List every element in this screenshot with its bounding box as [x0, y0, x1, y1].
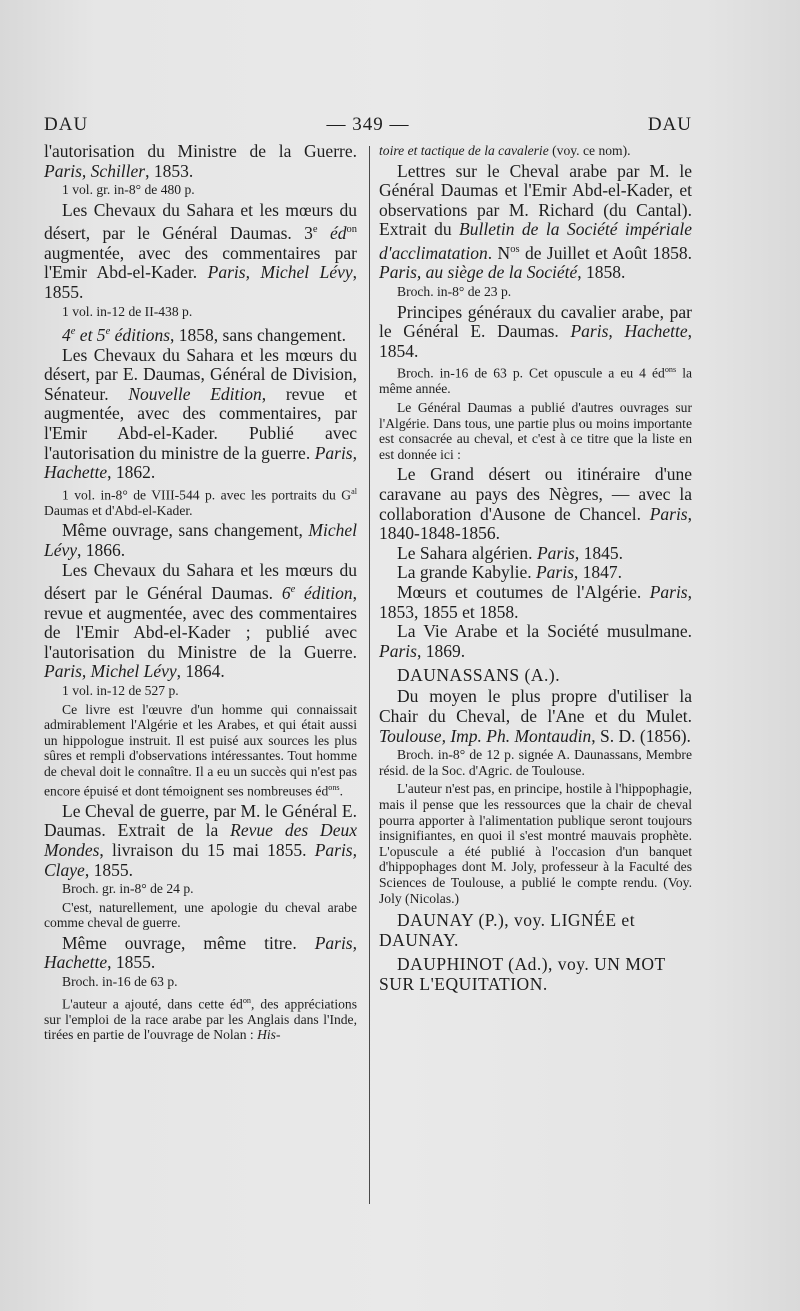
text-run: Même ouvrage, même titre. — [62, 932, 315, 953]
text-run: Les Chevaux du Sahara et les mœurs du désert, par le Général Daumas. 3 — [44, 199, 357, 244]
italic-text: Revue des Deux Mondes — [44, 820, 357, 860]
text-run: , 1847. — [573, 562, 623, 583]
italic-text: éditions — [110, 325, 171, 345]
page-number: — 349 — — [326, 114, 410, 135]
bibliographic-note — [379, 781, 692, 906]
bibliographic-note — [44, 974, 357, 990]
bibliographic-note — [44, 993, 357, 1043]
bibliographic-note — [44, 683, 357, 699]
text-run: Broch. gr. in-8° de 24 p. — [62, 881, 194, 897]
superscript-text: ons — [664, 365, 677, 375]
italic-text: Paris, Hachette — [44, 932, 357, 973]
entry-paragraph — [379, 583, 692, 622]
entry-paragraph — [379, 622, 692, 661]
text-run: 1 vol. in-12 de 527 p. — [62, 683, 179, 699]
text-run: , 1866. — [77, 540, 126, 561]
italic-text: Michel Lévy — [44, 520, 357, 561]
text-run: , revue et augmentée, avec des commentaires, par l'Emir Abd-el-Kader. Publié avec l'autorisation du ministre de la guerre. — [44, 383, 357, 463]
text-run: , 1864. — [176, 661, 225, 682]
italic-text: éd — [329, 223, 347, 244]
italic-text: Paris — [649, 503, 688, 524]
text-run: , 1853. — [145, 160, 194, 181]
text-run: , 1862. — [107, 462, 156, 483]
text-run: DAUPHINOT (Ad.), voy. UN MOT SUR L'EQUITATION. — [379, 954, 666, 995]
text-run: Les Chevaux du Sahara et les mœurs du désert par le Général Daumas. — [44, 559, 357, 604]
text-run: , 1845. — [574, 542, 623, 563]
italic-text: Paris, Schiller — [44, 160, 146, 181]
italic-text: Paris, Hachette — [44, 442, 357, 483]
text-run: Broch. in-16 de 63 p. — [62, 974, 178, 990]
text-run: , des appréciations sur l'emploi de la race arabe par les Anglais dans l'Inde, tirées en partie de l'ouvrage de Nolan : — [44, 996, 357, 1043]
text-run: La grande Kabylie. — [397, 562, 536, 583]
text-run: 1 vol. in-8° de VIII-544 p. avec les portraits du G — [62, 487, 352, 503]
entry-paragraph — [379, 544, 692, 564]
italic-text: édition — [295, 583, 353, 604]
text-run: , 1869. — [416, 640, 466, 661]
italic-text: Paris, Claye — [44, 839, 357, 880]
author-heading — [379, 665, 692, 685]
text-run: (voy. ce nom). — [548, 143, 631, 158]
text-run: Le Grand désert ou itinéraire d'une caravane au pays des Nègres, — avec la collaboration d'Ausone de Chancel. — [379, 464, 692, 524]
text-run: Le Cheval de guerre, par M. le Général E. Daumas. Extrait de la — [44, 800, 357, 841]
bibliographic-note — [44, 484, 357, 519]
italic-text: Paris, Michel Lévy — [44, 661, 177, 682]
italic-text: et 5 — [75, 325, 106, 345]
italic-text: Paris — [379, 640, 417, 661]
bibliographic-note — [44, 702, 357, 799]
text-run: la même année. — [379, 365, 693, 397]
author-heading — [379, 910, 692, 950]
italic-text: Paris — [535, 562, 574, 583]
entry-paragraph — [44, 521, 357, 560]
text-run: l'autorisation du Ministre de la Guerre. — [44, 141, 357, 161]
superscript-text: on — [346, 224, 358, 236]
superscript-text: e — [105, 326, 111, 338]
text-run: , 1855. — [84, 859, 133, 880]
text-run: , livraison du 15 mai 1855. — [99, 839, 315, 860]
bibliographic-note — [44, 881, 357, 897]
text-run: Même ouvrage, sans changement, — [62, 520, 309, 541]
bibliographic-note — [379, 362, 692, 397]
entry-paragraph — [379, 303, 692, 362]
text-run: La Vie Arabe et la Société musulmane. — [397, 621, 692, 642]
entry-paragraph — [44, 201, 357, 303]
text-run — [318, 223, 330, 243]
entry-paragraph — [379, 687, 692, 746]
text-run: , 1855. — [44, 262, 358, 302]
entry-paragraph — [44, 561, 357, 682]
text-run: Lettres sur le Cheval arabe par M. le Général Daumas et l'Emir Abd-el-Kader, et observations par M. Richard (du Cantal). Extrait du — [379, 160, 692, 240]
italic-text: Paris, Michel Lévy — [207, 262, 353, 283]
bibliographic-note — [44, 304, 357, 320]
bibliographic-note — [379, 143, 692, 159]
text-run: , 1853, 1855 et 1858. — [379, 582, 692, 622]
text-run: Du moyen le plus propre d'utiliser la Chair du Cheval, de l'Ane et du Mulet. — [379, 686, 692, 726]
text-run: , 1858, sans changement. — [170, 325, 346, 345]
text-run: DAUNAY (P.), voy. LIGNÉE et DAUNAY. — [379, 910, 636, 951]
text-run: . — [339, 783, 344, 799]
italic-text: Bulletin de la Société impériale d'acclimatation — [379, 219, 692, 263]
italic-text: Nouvelle Edition — [128, 383, 262, 404]
text-run: , S. D. (1856). — [591, 725, 691, 746]
entry-paragraph — [44, 934, 357, 973]
bibliographic-note — [44, 900, 357, 931]
text-run: , revue et augmentée, avec des commentaires de l'Emir Abd-el-Kader ; publié avec l'autorisation du Ministre de la Guerre. — [44, 583, 358, 662]
text-run: Le Général Daumas a publié d'autres ouvrages sur l'Algérie. Dans tous, une partie plus ou moins importante est consacrée au cheval, et c'est à ce titre que la liste en est donnée ici : — [379, 400, 692, 462]
superscript-text: on — [242, 995, 251, 1005]
italic-text: Paris — [649, 582, 688, 603]
entry-paragraph — [379, 162, 692, 283]
entry-paragraph — [44, 802, 357, 880]
entry-paragraph — [44, 142, 357, 181]
italic-text: Toulouse, Imp. Ph. Montaudin — [379, 725, 592, 746]
bibliographic-note — [379, 400, 692, 462]
text-run: L'auteur a ajouté, dans cette éd — [62, 996, 243, 1012]
superscript-text: ons — [328, 782, 340, 792]
header-left-word: DAU — [44, 114, 89, 135]
italic-text: Paris, Hachette — [570, 321, 688, 342]
text-run: , 1858. — [577, 262, 626, 283]
author-heading — [379, 954, 692, 994]
text-run: 1 vol. in-12 de II-438 p. — [62, 303, 193, 319]
superscript-text: os — [510, 243, 520, 255]
text-run: , 1855. — [107, 952, 156, 973]
italic-text: Paris — [536, 542, 575, 563]
left-column — [44, 142, 357, 1046]
bibliographic-note — [44, 182, 357, 198]
italic-text: toire et tactique de la cavalerie — [379, 143, 549, 158]
column-divider — [369, 146, 370, 1204]
entry-paragraph — [379, 563, 692, 583]
text-run: . N — [487, 242, 511, 263]
text-run: de Juillet et Août 1858. — [519, 242, 692, 263]
text-run: Les Chevaux du Sahara et les mœurs du désert, par E. Daumas, Général de Division, Sénateur. — [44, 344, 357, 404]
italic-text: 4 — [62, 325, 71, 345]
text-run: Le Sahara algérien. — [397, 542, 537, 563]
text-run: Principes généraux du cavalier arabe, par le Général E. Daumas. — [379, 301, 692, 342]
text-run: C'est, naturellement, une apologie du cheval arabe comme cheval de guerre. — [44, 899, 357, 931]
italic-text: 6 — [281, 583, 291, 604]
entry-paragraph — [379, 465, 692, 543]
entry-paragraph — [44, 322, 357, 345]
superscript-text: e — [312, 224, 318, 236]
text-run: Daumas et d'Abd-el-Kader. — [44, 502, 193, 518]
header-right-word: DAU — [647, 114, 692, 135]
text-run: Broch. in-8° de 23 p. — [397, 283, 512, 299]
text-run: , 1840-1848-1856. — [379, 503, 692, 544]
text-run: Ce livre est l'œuvre d'un homme qui connaissait admirablement l'Algérie et les Arabes, et qui était aussi un hippologue instruit. Il est puisé aux sources les plus sûres et rempli d'observations intéressantes. Tout homme de cheval doit le connaître. Il a eu un succès qui n'est pas encore épuisé et dont témoignent ses nombreuses éd — [44, 701, 357, 799]
text-run: Broch. in-8° de 12 p. signée A. Daunassans, Membre résid. de la Soc. d'Agric. de Toulouse. — [379, 747, 692, 778]
text-run: L'auteur n'est pas, en principe, hostile à l'hippophagie, mais il pense que les ressources que la chair de cheval pourra apporter à l'alimentation publique seront toujours insignifiantes, en quoi il s'est montré mauvais prophète. L'opuscule a été publié à l'occasion d'un banquet d'hippophages dont M. Joly, professeur à la Faculté des Sciences de Toulouse, a publié le compte rendu. (Voy. Joly (Nicolas.) — [379, 781, 692, 906]
right-column — [379, 142, 692, 996]
italic-text: Paris, au siège de la Société — [379, 262, 578, 283]
superscript-text: al — [351, 486, 357, 496]
running-header — [44, 114, 692, 144]
text-run: DAUNASSANS (A.). — [397, 665, 561, 686]
text-run: 1 vol. gr. in-8° de 480 p. — [62, 182, 195, 198]
text-run: Broch. in-16 de 63 p. Cet opuscule a eu 4 éd — [397, 365, 665, 381]
bibliographic-note — [379, 747, 692, 778]
bibliographic-note — [379, 284, 692, 300]
superscript-text: e — [290, 584, 296, 596]
entry-paragraph — [44, 346, 357, 483]
superscript-text: e — [70, 326, 76, 338]
text-run: , 1854. — [379, 321, 692, 361]
text-run: augmentée, avec des commentaires par l'Emir Abd-el-Kader. — [44, 242, 357, 283]
text-run: Mœurs et coutumes de l'Algérie. — [397, 582, 650, 603]
italic-text: His- — [257, 1027, 281, 1043]
